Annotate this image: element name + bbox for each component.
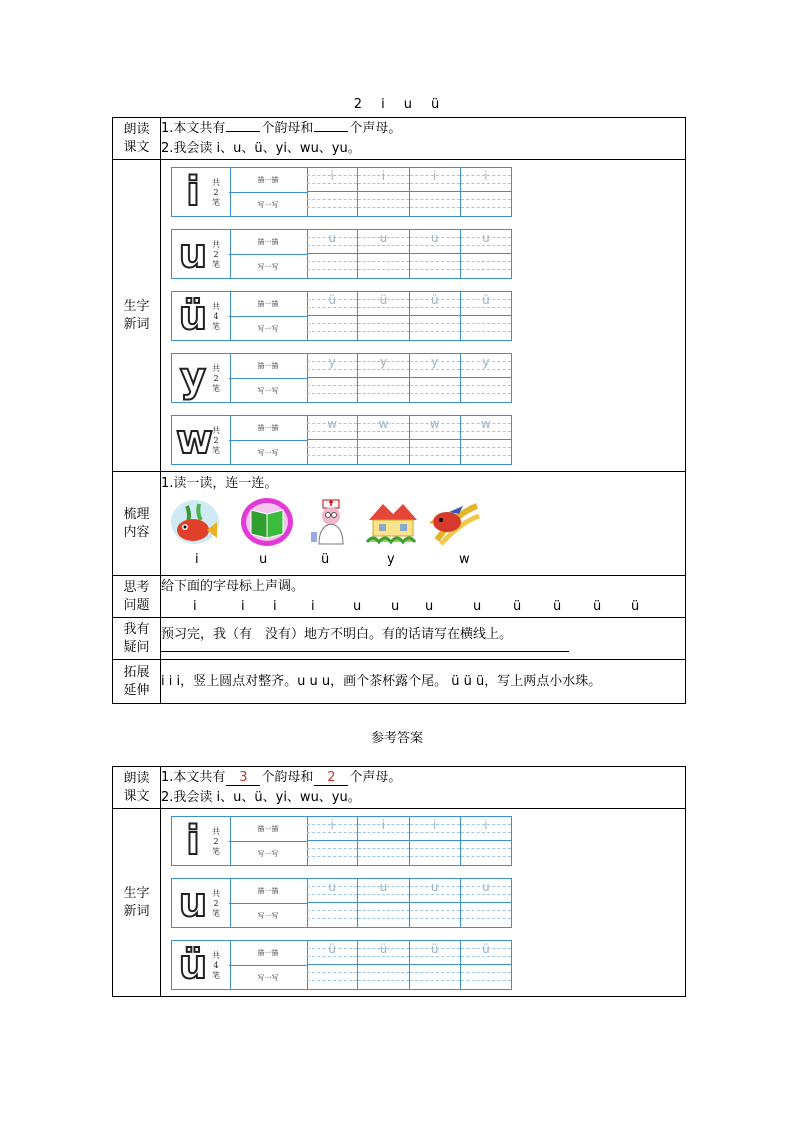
trace-letter: y xyxy=(379,354,387,369)
writing-cell[interactable] xyxy=(409,168,460,216)
trace-letter: i xyxy=(432,168,437,183)
writing-cell[interactable] xyxy=(409,416,460,464)
practice-row xyxy=(161,347,685,409)
trace-letter: w xyxy=(480,416,491,431)
tone-letter[interactable]: u xyxy=(353,598,362,614)
write-instruction: 写一写 xyxy=(257,324,279,333)
writing-cell[interactable] xyxy=(460,879,511,927)
think-label: 思考 问题 xyxy=(113,576,161,618)
sort-letters xyxy=(161,550,685,568)
writing-cell[interactable] xyxy=(357,941,408,989)
tone-letter[interactable]: ü xyxy=(593,598,602,614)
sort-letter: y xyxy=(387,552,395,567)
trace-letter: i xyxy=(381,817,386,832)
write-instruction: 写一写 xyxy=(257,386,279,395)
writing-cell[interactable] xyxy=(460,941,511,989)
sort-label: 梳理 内容 xyxy=(113,472,161,576)
letter-outline: w xyxy=(176,416,213,463)
write-instruction: 写一写 xyxy=(257,849,279,858)
stroke-count: 共 4 笔 xyxy=(212,950,220,980)
question-content xyxy=(161,618,686,660)
instruction-cell xyxy=(229,291,308,341)
writing-grid xyxy=(307,415,512,465)
instruction-cell xyxy=(229,353,308,403)
writing-cell[interactable] xyxy=(307,292,357,340)
letter-outline: u xyxy=(178,879,208,926)
chars-label: 生字 新词 xyxy=(113,809,161,997)
sort-letter: w xyxy=(459,552,470,567)
writing-cell[interactable] xyxy=(460,354,511,402)
practice-row xyxy=(161,409,685,471)
trace-instruction: 描一描 xyxy=(229,292,307,317)
writing-grid xyxy=(307,167,512,217)
practice-row xyxy=(161,872,685,934)
tone-letter[interactable]: u xyxy=(425,598,434,614)
writing-cell[interactable] xyxy=(409,354,460,402)
trace-instruction: 描一描 xyxy=(229,817,307,842)
chars-content xyxy=(161,809,686,997)
trace-letter: u xyxy=(482,230,490,245)
trace-letter: ü xyxy=(482,941,490,956)
tone-letter[interactable]: i xyxy=(241,598,245,614)
reading-row-answer xyxy=(113,767,686,809)
trace-letter: u xyxy=(379,230,388,245)
practice-row xyxy=(161,934,685,996)
letter-stroke-box xyxy=(171,353,231,403)
trace-letter: y xyxy=(431,354,439,369)
practice-row xyxy=(161,161,685,223)
reading-content: 1.本文共有 3 个韵母和 2 个声母。 2.我会读 i、u、ü、yi、wu、yu。 xyxy=(161,767,686,809)
stroke-count: 共 2 笔 xyxy=(212,425,220,455)
writing-cell[interactable] xyxy=(307,354,357,402)
think-text: 给下面的字母标上声调。 xyxy=(161,578,305,594)
writing-cell[interactable] xyxy=(307,879,357,927)
trace-letter: ü xyxy=(430,292,439,307)
sort-text: 1.读一读，连一连。 xyxy=(161,476,278,491)
write-instruction: 写一写 xyxy=(257,200,279,209)
tone-letter[interactable]: ü xyxy=(631,598,640,614)
writing-cell[interactable] xyxy=(307,168,357,216)
think-row xyxy=(113,576,686,618)
blank-field[interactable] xyxy=(314,131,348,132)
title-letter: u xyxy=(403,97,413,112)
reading-line2: 2.我会读 i、u、ü、yi、wu、yu。 xyxy=(161,140,361,156)
trace-letter: w xyxy=(378,416,389,431)
writing-cell[interactable] xyxy=(357,292,408,340)
extend-text: i i i，竖上圆点对整齐。u u u，画个茶杯露个尾。 ü ü ü，写上两点小水珠。 xyxy=(161,673,602,689)
bird-icon[interactable] xyxy=(427,496,483,548)
writing-cell[interactable] xyxy=(409,292,460,340)
writing-cell[interactable] xyxy=(460,292,511,340)
tone-letter[interactable]: ü xyxy=(553,598,562,614)
answer-blank: 2 xyxy=(314,770,348,786)
title-letter: i xyxy=(381,97,386,112)
letter-outline: i xyxy=(186,168,200,215)
stroke-count: 共 2 笔 xyxy=(212,826,220,856)
letter-stroke-box xyxy=(171,167,231,217)
writing-cell[interactable] xyxy=(307,817,357,865)
answer-line[interactable] xyxy=(161,645,569,652)
trace-letter: u xyxy=(328,879,336,894)
sort-letter: ü xyxy=(321,552,330,567)
writing-grid xyxy=(307,816,512,866)
book-icon[interactable] xyxy=(239,496,295,548)
stroke-count: 共 2 笔 xyxy=(212,888,220,918)
trace-letter: ü xyxy=(379,292,388,307)
chars-row xyxy=(113,160,686,472)
reading-label: 朗读 课文 xyxy=(113,118,161,160)
trace-letter: w xyxy=(327,416,338,431)
letter-outline: u xyxy=(178,230,208,277)
stroke-count: 共 2 笔 xyxy=(212,239,220,269)
trace-letter: u xyxy=(379,879,388,894)
write-instruction: 写一写 xyxy=(257,973,279,982)
trace-instruction: 描一描 xyxy=(229,354,307,379)
house-icon[interactable] xyxy=(365,496,421,548)
reading-row xyxy=(113,118,686,160)
writing-cell[interactable] xyxy=(307,941,357,989)
tone-letter[interactable]: u xyxy=(391,598,400,614)
instruction-cell xyxy=(229,816,308,866)
question-label: 我有 疑问 xyxy=(113,618,161,660)
sort-letter: i xyxy=(195,552,199,567)
trace-letter: u xyxy=(430,230,439,245)
trace-instruction: 描一描 xyxy=(229,879,307,904)
trace-letter: u xyxy=(328,230,336,245)
sort-content xyxy=(161,472,686,576)
instruction-cell xyxy=(229,940,308,990)
writing-cell[interactable] xyxy=(460,230,511,278)
question-row xyxy=(113,618,686,660)
letter-stroke-box xyxy=(171,291,231,341)
trace-letter: ü xyxy=(328,292,336,307)
letter-outline: i xyxy=(186,817,200,864)
letter-stroke-box xyxy=(171,415,231,465)
trace-letter: i xyxy=(330,817,334,832)
fish-icon[interactable] xyxy=(167,496,223,548)
instruction-cell xyxy=(229,415,308,465)
writing-grid xyxy=(307,353,512,403)
writing-grid xyxy=(307,291,512,341)
tone-letter[interactable]: i xyxy=(311,598,315,614)
extend-label: 拓展 延伸 xyxy=(113,660,161,704)
extend-row xyxy=(113,660,686,704)
page-title xyxy=(0,97,794,112)
writing-cell[interactable] xyxy=(357,354,408,402)
tone-letter[interactable]: u xyxy=(473,598,482,614)
trace-letter: ü xyxy=(482,292,490,307)
answer-title: 参考答案 xyxy=(370,731,423,746)
tone-letters xyxy=(161,597,685,617)
answer-blank: 3 xyxy=(226,770,260,786)
worksheet-table xyxy=(112,117,686,704)
trace-letter: i xyxy=(381,168,386,183)
writing-cell[interactable] xyxy=(307,230,357,278)
trace-letter: i xyxy=(432,817,437,832)
writing-cell[interactable] xyxy=(460,817,511,865)
chars-row-answer xyxy=(113,809,686,997)
writing-grid xyxy=(307,229,512,279)
doctor-icon[interactable] xyxy=(303,496,359,548)
think-content xyxy=(161,576,686,618)
writing-cell[interactable] xyxy=(409,879,460,927)
writing-cell[interactable] xyxy=(357,230,408,278)
write-instruction: 写一写 xyxy=(257,448,279,457)
practice-row xyxy=(161,810,685,872)
writing-cell[interactable] xyxy=(357,168,408,216)
writing-grid xyxy=(307,940,512,990)
instruction-cell xyxy=(229,878,308,928)
sort-letter: u xyxy=(259,552,268,567)
letter-stroke-box xyxy=(171,940,231,990)
trace-letter: i xyxy=(330,168,334,183)
stroke-count: 共 4 笔 xyxy=(212,301,220,331)
practice-row xyxy=(161,223,685,285)
trace-letter: u xyxy=(430,879,439,894)
writing-cell[interactable] xyxy=(460,168,511,216)
trace-letter: i xyxy=(484,168,488,183)
sort-row xyxy=(113,472,686,576)
writing-cell[interactable] xyxy=(307,416,357,464)
stroke-count: 共 2 笔 xyxy=(212,177,220,207)
writing-cell[interactable] xyxy=(409,941,460,989)
trace-letter: y xyxy=(482,354,490,369)
practice-row xyxy=(161,285,685,347)
trace-instruction: 描一描 xyxy=(229,941,307,966)
writing-grid xyxy=(307,878,512,928)
trace-letter: ü xyxy=(379,941,388,956)
letter-outline: ü xyxy=(178,941,208,988)
lesson-number: 2 xyxy=(353,97,364,112)
reading-line2: 2.我会读 i、u、ü、yi、wu、yu。 xyxy=(161,789,361,805)
writing-cell[interactable] xyxy=(409,817,460,865)
trace-letter: ü xyxy=(328,941,336,956)
answer-table xyxy=(112,766,686,997)
chars-content xyxy=(161,160,686,472)
letter-stroke-box xyxy=(171,878,231,928)
title-letter: ü xyxy=(430,97,441,112)
writing-cell[interactable] xyxy=(409,230,460,278)
tone-letter[interactable]: i xyxy=(273,598,277,614)
reading-label: 朗读 课文 xyxy=(113,767,161,809)
trace-instruction: 描一描 xyxy=(229,230,307,255)
trace-instruction: 描一描 xyxy=(229,168,307,193)
writing-cell[interactable] xyxy=(357,416,408,464)
question-text: 预习完，我（有 没有）地方不明白。有的话请写在横线上。 xyxy=(161,627,513,642)
letter-outline: y xyxy=(179,354,207,401)
write-instruction: 写一写 xyxy=(257,262,279,271)
stroke-count: 共 2 笔 xyxy=(212,363,220,393)
instruction-cell xyxy=(229,167,308,217)
reading-content: 1.本文共有 个韵母和 个声母。 2.我会读 i、u、ü、yi、wu、yu。 xyxy=(161,118,686,160)
trace-letter: w xyxy=(429,416,440,431)
trace-letter: ü xyxy=(430,941,439,956)
trace-instruction: 描一描 xyxy=(229,416,307,441)
writing-cell[interactable] xyxy=(460,416,511,464)
blank-field[interactable] xyxy=(226,131,260,132)
trace-letter: u xyxy=(482,879,490,894)
writing-cell[interactable] xyxy=(357,817,408,865)
write-instruction: 写一写 xyxy=(257,911,279,920)
writing-cell[interactable] xyxy=(357,879,408,927)
letter-stroke-box xyxy=(171,229,231,279)
trace-letter: y xyxy=(328,354,336,369)
chars-label: 生字 新词 xyxy=(113,160,161,472)
tone-letter[interactable]: ü xyxy=(513,598,522,614)
trace-letter: i xyxy=(484,817,488,832)
tone-letter[interactable]: i xyxy=(193,598,197,614)
instruction-cell xyxy=(229,229,308,279)
letter-stroke-box xyxy=(171,816,231,866)
letter-outline: ü xyxy=(178,292,208,339)
extend-content xyxy=(161,660,686,704)
